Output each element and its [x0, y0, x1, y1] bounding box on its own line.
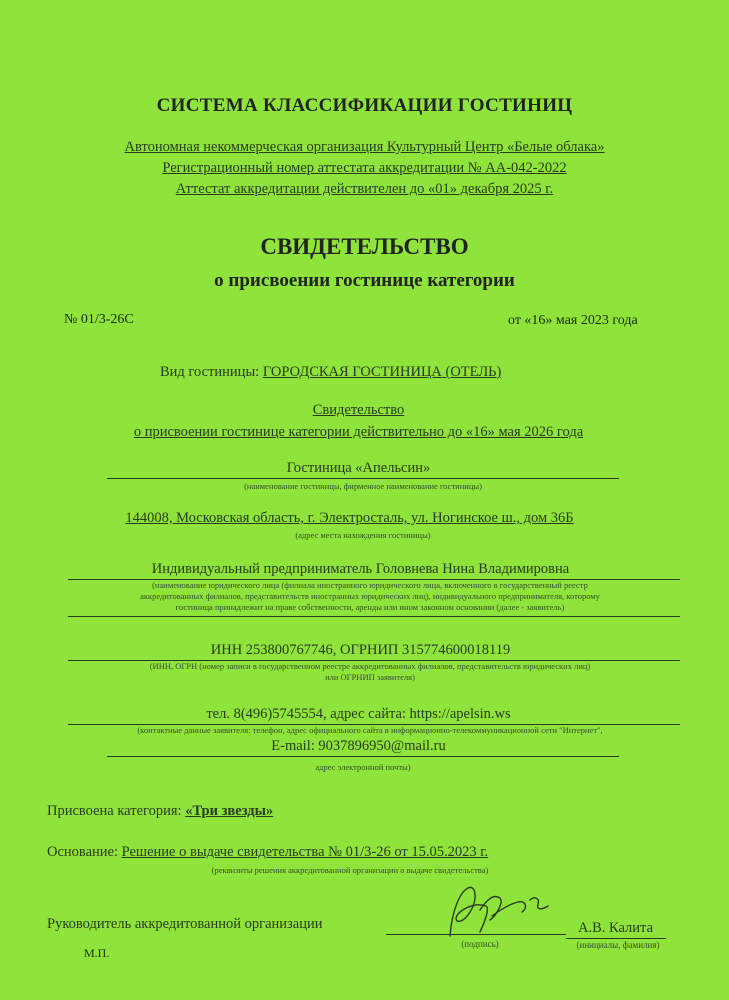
- applicant-caption-2: аккредитованных филиалов, представительств иностранных юридических лиц), индивидуального предпринимателя, которому: [140, 591, 600, 601]
- certificate-subtitle: о присвоении гостинице категории: [214, 270, 515, 291]
- category-label: Присвоена категория:: [47, 803, 182, 819]
- hotel-address-caption: (адрес места нахождения гостиницы): [295, 530, 431, 540]
- accreditation-number-line: Регистрационный номер аттестата аккредитации № АА-042-2022: [162, 160, 567, 176]
- sign-caption: (подпись): [461, 939, 499, 949]
- signature-mark: [430, 880, 570, 942]
- org-name-line: Автономная некоммерческая организация Культурный Центр «Белые облака»: [124, 139, 605, 155]
- hotel-name-caption: (наименование гостиницы, фирменное наименование гостиницы): [244, 481, 482, 491]
- registration-caption-1: (ИНН, ОГРН (номер записи в государственном реестре аккредитованных филиалов, представительств юридических лиц): [149, 661, 591, 671]
- validity-line-2: о присвоении гостинице категории действительно до «16» мая 2026 года: [133, 424, 584, 440]
- applicant-registration: ИНН 253800767746, ОГРНИП 315774600018119: [210, 642, 511, 658]
- hotel-type-label: Вид гостиницы:: [160, 364, 260, 380]
- signatory-name: А.В. Калита: [578, 920, 654, 936]
- hotel-name: Гостиница «Апельсин»: [286, 460, 431, 476]
- system-title: СИСТЕМА КЛАССИФИКАЦИИ ГОСТИНИЦ: [156, 95, 573, 116]
- signatory-label: Руководитель аккредитованной организации: [47, 916, 323, 932]
- basis-row: [47, 844, 488, 861]
- basis-label: Основание:: [47, 844, 118, 860]
- name-caption: (инициалы, фамилия): [576, 940, 660, 950]
- accreditation-validity-line: Аттестат аккредитации действителен до «01» декабря 2025 г.: [175, 181, 554, 197]
- applicant-line-2: [68, 616, 680, 617]
- email-caption: адрес электронной почты): [315, 762, 411, 772]
- validity-line-1: Свидетельство: [312, 402, 405, 418]
- applicant-caption-3: гостиница принадлежит на праве собственности, аренды или ином законном основании (далее - заявитель): [175, 602, 565, 612]
- basis-value: Решение о выдаче свидетельства № 01/3-26 от 15.05.2023 г.: [121, 844, 489, 860]
- stamp-place: М.П.: [84, 946, 110, 960]
- hotel-address: 144008, Московская область, г. Электросталь, ул. Ногинское ш., дом 36Б: [125, 510, 574, 526]
- certificate-date: от «16» мая 2023 года: [508, 313, 638, 328]
- applicant-caption-1: (наименование юридического лица (филиала иностранного юридического лица, включенного в государственный реестр: [152, 580, 588, 590]
- hotel-type-row: [160, 364, 501, 381]
- applicant-email: E-mail: 9037896950@mail.ru: [271, 738, 446, 754]
- certificate-number: № 01/3-26С: [64, 312, 134, 327]
- email-line: [107, 756, 619, 757]
- category-row: [47, 803, 273, 820]
- certificate-title: СВИДЕТЕЛЬСТВО: [260, 234, 469, 259]
- applicant-contacts: тел. 8(496)5745554, адрес сайта: https://apelsin.ws: [206, 706, 511, 722]
- hotel-type-value: ГОРОДСКАЯ ГОСТИНИЦА (ОТЕЛЬ): [262, 364, 502, 380]
- registration-caption-2: или ОГРНИП заявителя): [325, 672, 415, 682]
- hotel-name-line: [107, 478, 619, 479]
- category-value: «Три звезды»: [185, 803, 274, 819]
- basis-caption: (реквизиты решения аккредитованной организации о выдаче свидетельства): [211, 865, 489, 875]
- applicant-name: Индивидуальный предприниматель Головнева Нина Владимировна: [151, 561, 570, 577]
- name-line: [566, 938, 666, 939]
- contacts-caption: (контактные данные заявителя: телефон, адрес официального сайта в информационно-телекоммуникационной сети "Интернет",: [137, 725, 603, 735]
